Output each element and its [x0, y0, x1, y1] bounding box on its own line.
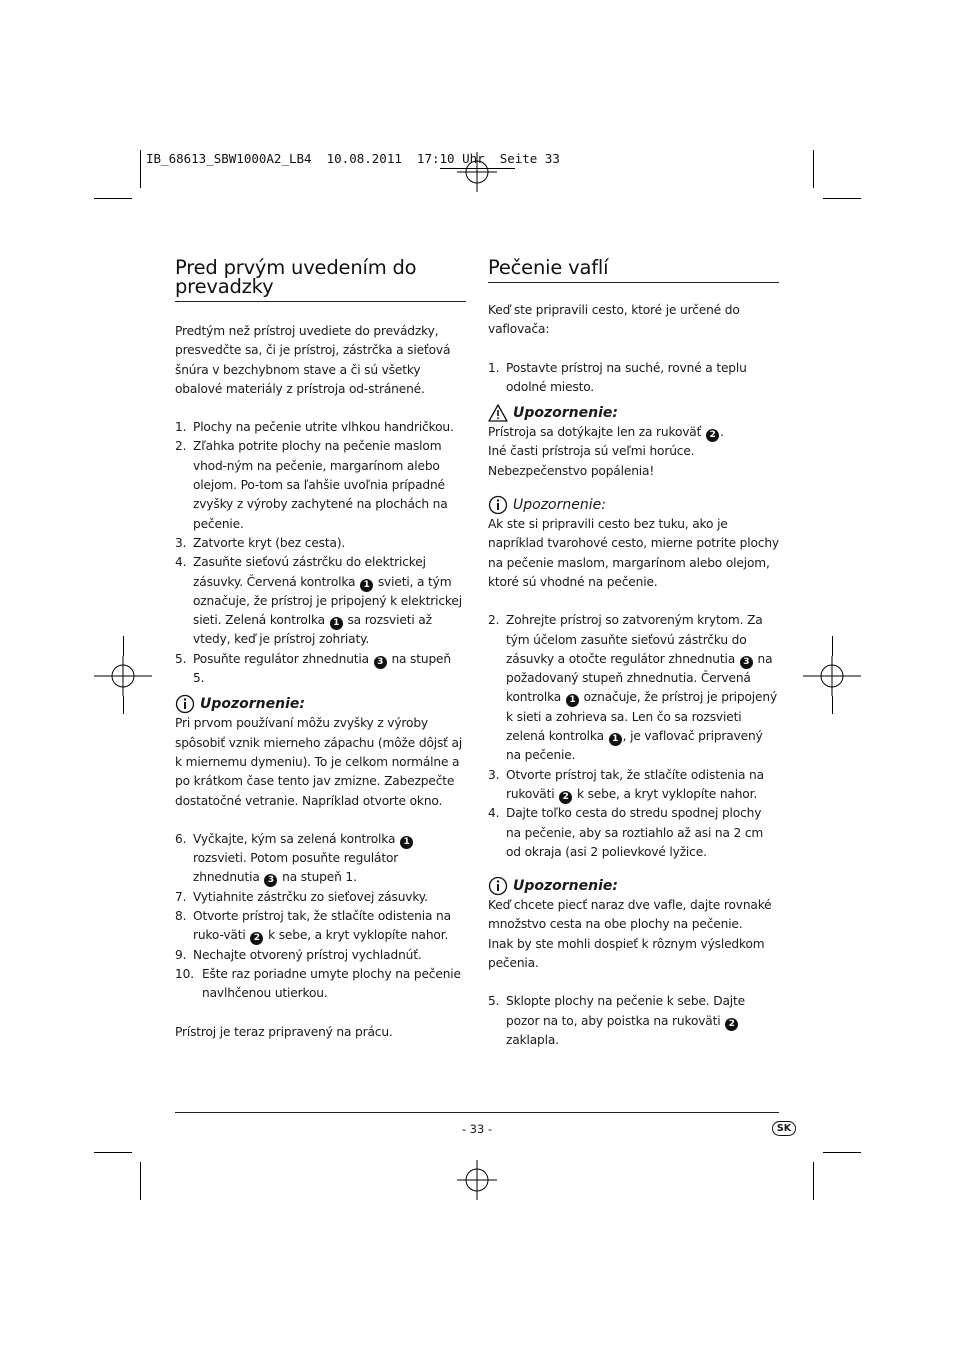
- crop-mark: [94, 198, 132, 199]
- list-item: 3. Otvorte prístroj tak, že stlačíte odistenia na rukoväti 2 k sebe, a kryt vyklopíte nahor.: [488, 767, 764, 802]
- registration-mark-icon: [803, 656, 861, 696]
- note-text: Inak by ste mohli dospieť k rôznym výsledkom pečenia.: [488, 936, 765, 971]
- part-number-badge: 1: [360, 579, 373, 592]
- note-text: Pri prvom používaní môžu zvyšky z výroby spôsobiť vznik mierneho zápachu (môže dôjsť aj k miernemu dymeniu). To je celkom normálne a po krátkom čase tento jav zmizne. Zabezpečte dostatočné vetranie. Napríklad otvorte okno.: [175, 716, 463, 808]
- note-title: Upozornenie:: [175, 694, 466, 714]
- crop-mark: [123, 696, 124, 714]
- list-item: 5. Posuňte regulátor zhnednutia 3 na stupeň 5.: [175, 651, 451, 686]
- page-number: - 33 -: [461, 1122, 493, 1136]
- steps-list: [175, 418, 466, 688]
- part-number-badge: 3: [264, 874, 277, 887]
- print-header-underline: [440, 168, 515, 169]
- crop-mark: [123, 636, 124, 656]
- left-column: [175, 258, 466, 1042]
- list-item: 1. Plochy na pečenie utrite vlhkou handričkou.: [175, 420, 454, 435]
- note-text: Ak ste si pripravili cesto bez tuku, ako je napríklad tvarohové cesto, mierne potrite plochy na pečenie maslom, margarínom alebo olejom, ktoré sú vhodné na pečenie.: [488, 517, 779, 589]
- note-text: Keď chcete piecť naraz dve vafle, dajte rovnaké množstvo cesta na obe plochy na pečenie.: [488, 898, 772, 932]
- warning-text: Prístroja sa dotýkajte len za rukoväť 2 .: [488, 425, 724, 441]
- steps-list: [488, 611, 779, 862]
- part-number-badge: 1: [330, 617, 343, 630]
- list-item: 4. Zasuňte sieťovú zástrčku do elektrickej zásuvky. Červená kontrolka 1 svieti, a tým označuje, že prístroj je pripojený k elektrickej sieti. Zelená kontrolka 1 sa rozsvieti až vtedy, keď je prístroj zohriaty.: [175, 555, 462, 647]
- note-title: Upozornenie:: [488, 495, 779, 515]
- footer-divider: [175, 1112, 779, 1113]
- language-badge: SK: [772, 1121, 796, 1136]
- registration-mark-icon: [94, 656, 152, 696]
- part-number-badge: 3: [740, 656, 753, 669]
- list-item: 2. Zohrejte prístroj so zatvoreným krytom. Za tým účelom zasuňte sieťovú zástrčku do zásuvky a otočte regulátor zhnednutia 3 na požadovaný stupeň zhnednutia. Červená kontrolka 1 označuje, že prístroj je pripojený k sieti a zohrieva sa. Len čo sa rozsvieti zelená kontrolka 1 , je vaflovač pripravený na pečenie.: [488, 613, 778, 763]
- crop-mark: [823, 198, 861, 199]
- crop-mark: [832, 636, 833, 656]
- list-item: 2. Zľahka potrite plochy na pečenie maslom vhod-ným na pečenie, margarínom alebo olejom. Po-tom sa ľahšie uvoľnia prípadné zvyšky z výroby zachytené na plochách na pečenie.: [175, 439, 448, 531]
- section-title: Pred prvým uvedením do prevadzky: [175, 258, 466, 302]
- print-header: IB_68613_SBW1000A2_LB4 10.08.2011 17:10 Uhr Seite 33: [146, 151, 560, 166]
- steps-list: [488, 992, 779, 1050]
- steps-list: [488, 359, 779, 398]
- part-number-badge: 3: [374, 656, 387, 669]
- crop-mark: [823, 1152, 861, 1153]
- list-item: 6. Vyčkajte, kým sa zelená kontrolka 1 rozsvieti. Potom posuňte regulátor zhnednutia 3 na stupeň 1.: [175, 830, 466, 888]
- info-icon: [488, 495, 510, 515]
- info-icon: [175, 694, 197, 714]
- intro-paragraph: Predtým než prístroj uvediete do prevádzky, presvedčte sa, či je prístroj, zástrčka a sieťová šnúra v bezchybnom stave a či sú všetky obalové materiály z prístroja od-stránené.: [175, 324, 451, 396]
- part-number-badge: 2: [559, 791, 572, 804]
- part-number-badge: 1: [400, 836, 413, 849]
- info-icon: [488, 876, 510, 896]
- crop-mark: [813, 150, 814, 188]
- list-item: 5. Sklopte plochy na pečenie k sebe. Dajte pozor na to, aby poistka na rukoväti 2 zaklapla.: [488, 994, 746, 1047]
- list-item: 4. Dajte toľko cesta do stredu spodnej plochy na pečenie, aby sa roztiahlo až asi na 2 cm od okraja (asi 2 polievkové lyžice.: [488, 806, 764, 859]
- part-number-badge: 1: [566, 694, 579, 707]
- registration-mark-icon: [457, 1160, 497, 1200]
- crop-mark: [140, 150, 141, 188]
- outro-paragraph: Prístroj je teraz pripravený na prácu.: [175, 1024, 393, 1039]
- list-item: 3. Zatvorte kryt (bez cesta).: [175, 535, 346, 550]
- list-item: 9. Nechajte otvorený prístroj vychladnúť.: [175, 947, 422, 962]
- steps-list: [175, 830, 466, 1004]
- crop-mark: [140, 1162, 141, 1200]
- list-item: 7. Vytiahnite zástrčku zo sieťovej zásuvky.: [175, 889, 428, 904]
- crop-mark: [832, 696, 833, 714]
- section-title: Pečenie vaflí: [488, 258, 779, 283]
- crop-mark: [813, 1162, 814, 1200]
- warning-text: Iné časti prístroja sú veľmi horúce. Nebezpečenstvo popálenia!: [488, 444, 695, 478]
- right-column: [488, 258, 779, 1050]
- list-item: 10. Ešte raz poriadne umyte plochy na pečenie navlhčenou utierkou.: [175, 966, 461, 1001]
- note-title: Upozornenie:: [488, 876, 779, 896]
- intro-paragraph: Keď ste pripravili cesto, ktoré je určené do vaflovača:: [488, 303, 740, 337]
- warning-icon: [488, 403, 510, 423]
- part-number-badge: 1: [609, 733, 622, 746]
- part-number-badge: 2: [725, 1018, 738, 1031]
- part-number-badge: 2: [706, 429, 719, 442]
- list-item: 1. Postavte prístroj na suché, rovné a teplu odolné miesto.: [488, 360, 747, 394]
- crop-mark: [94, 1152, 132, 1153]
- part-number-badge: 2: [250, 932, 263, 945]
- warning-title: Upozornenie:: [488, 403, 779, 423]
- list-item: 8. Otvorte prístroj tak, že stlačíte odistenia na ruko-väti 2 k sebe, a kryt vyklopíte nahor.: [175, 909, 451, 944]
